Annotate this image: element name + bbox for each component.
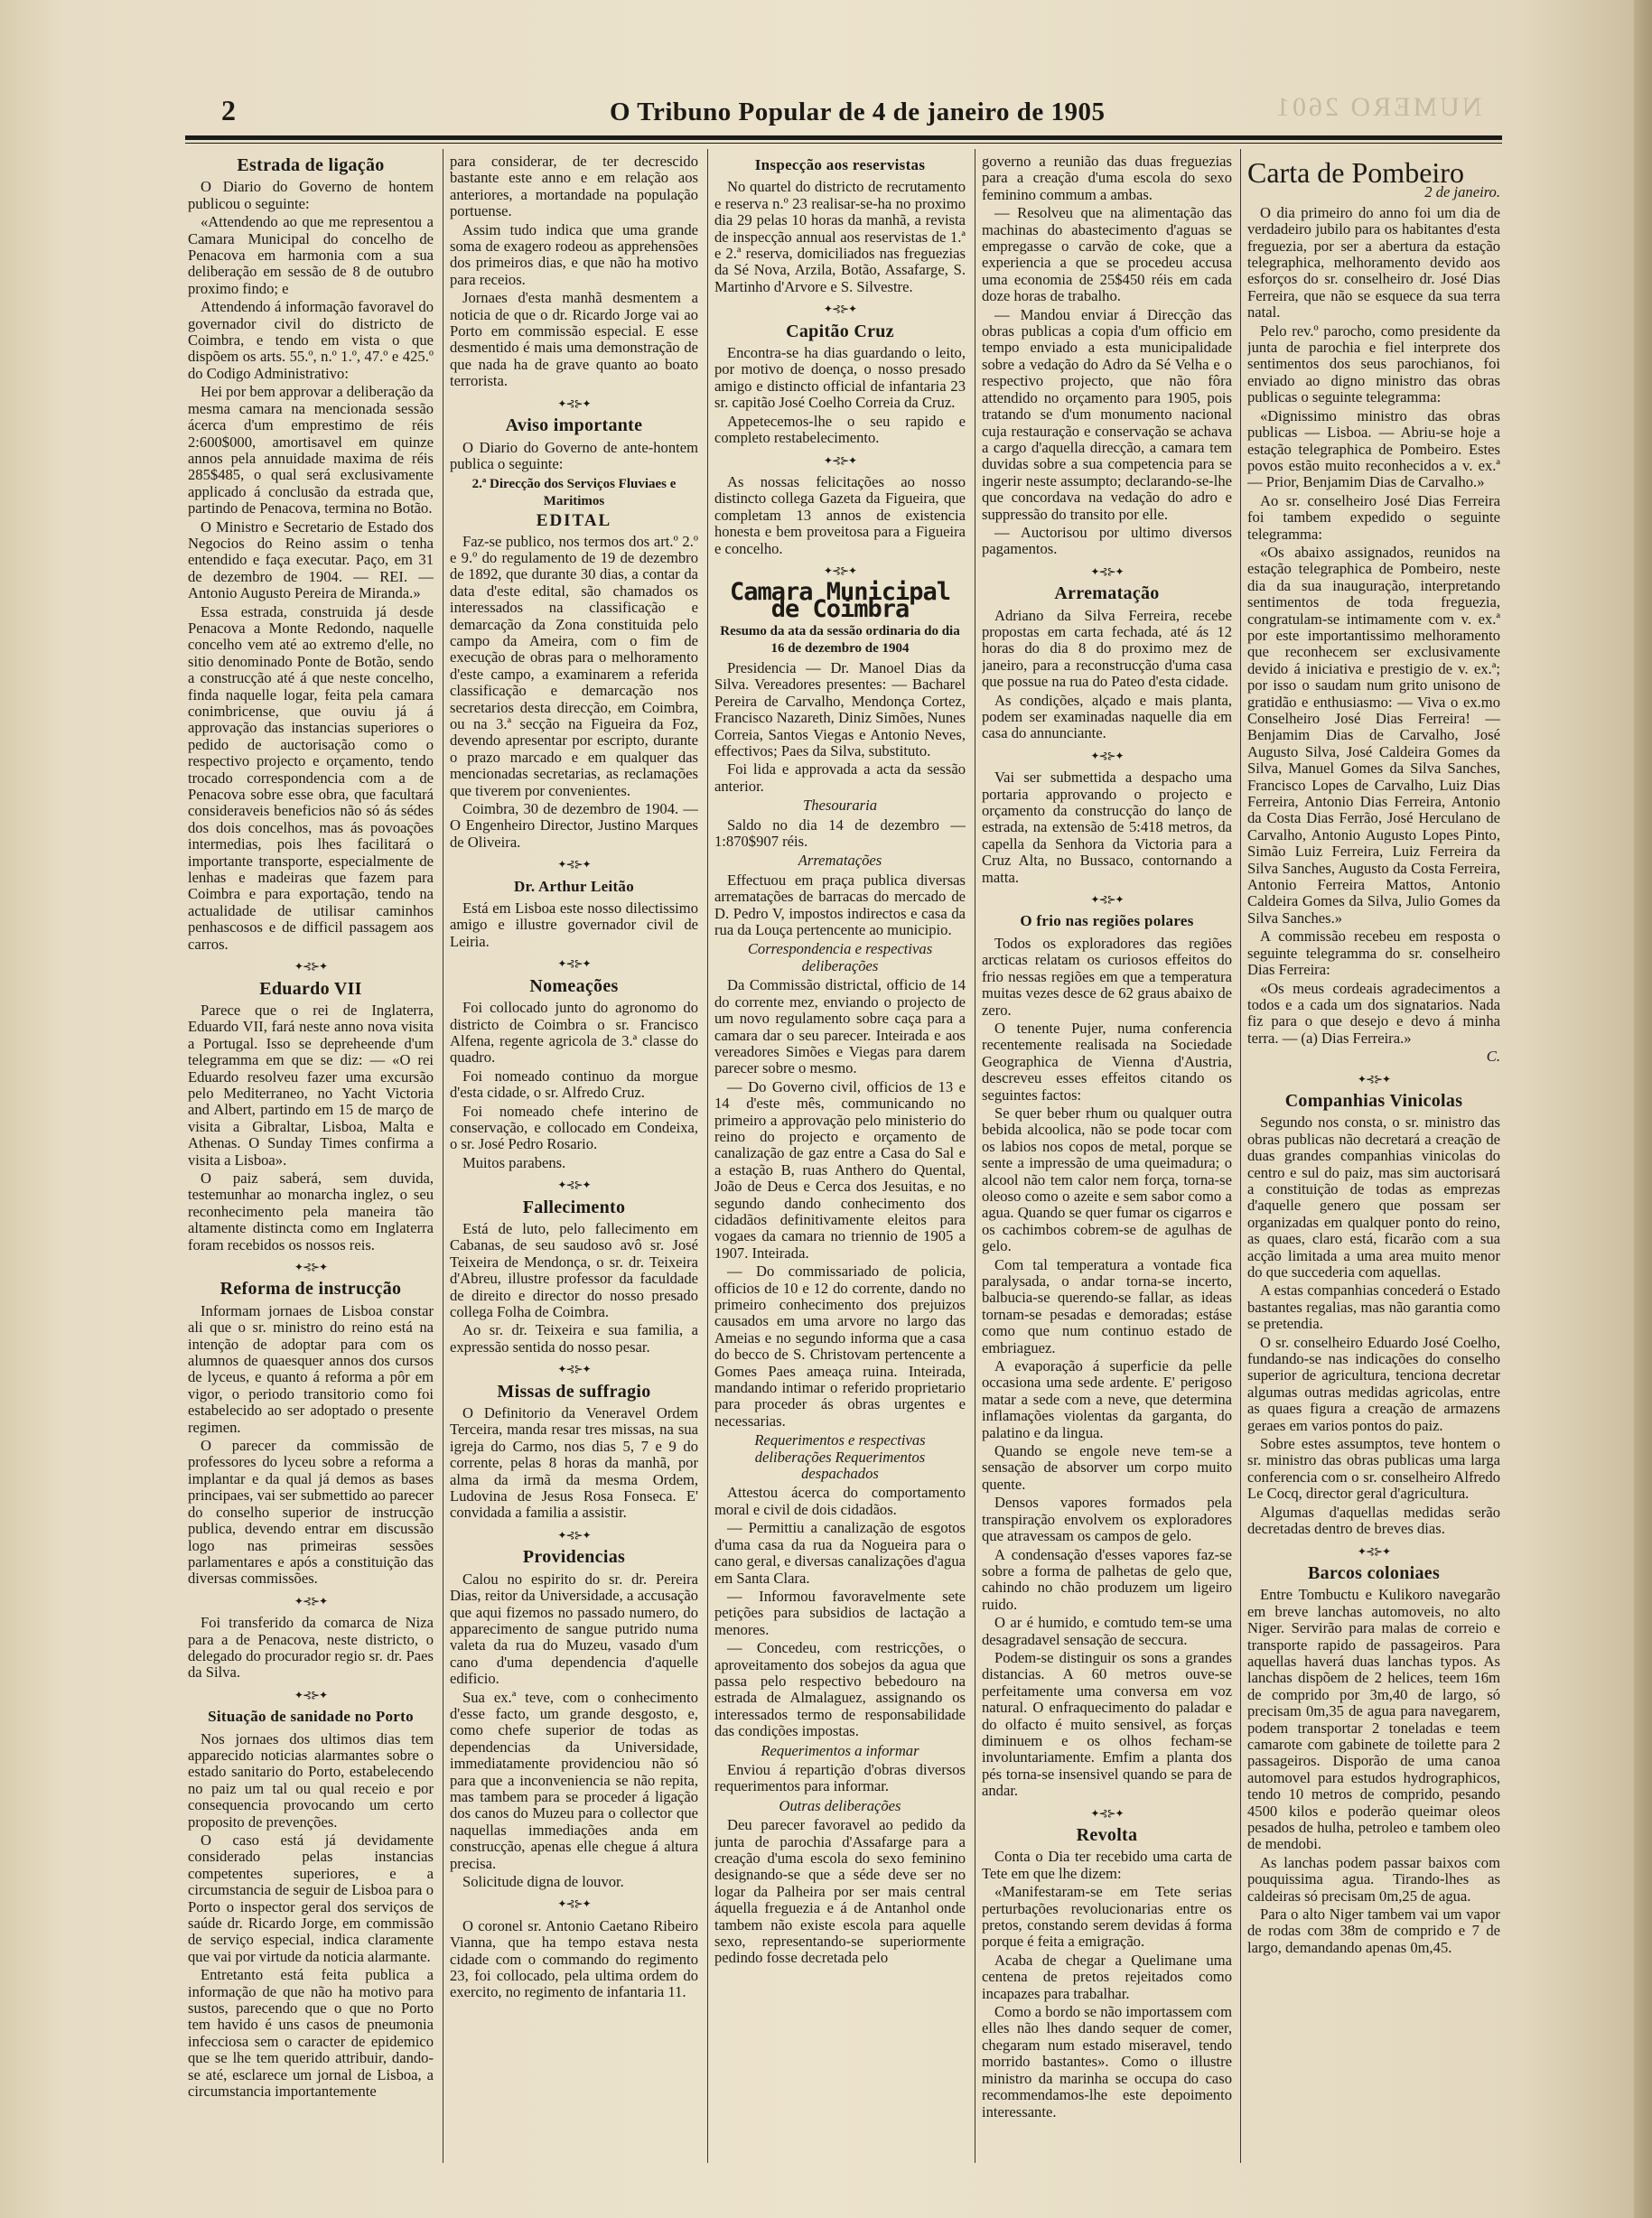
paragraph: O Diario do Governo de ante-hontem publica o seguinte: <box>450 438 698 472</box>
headline: O frio nas regiões polares <box>1020 912 1194 930</box>
paragraph: O paiz saberá, sem duvida, testemunhar ao monarcha inglez, o seu reconhecimento pela maneira tão altamente distincta como em Inglaterra foram recebidos os nossos reis. <box>188 1169 434 1253</box>
ornament-divider: ✦⊰⊱✦ <box>557 957 591 971</box>
paragraph: Acaba de chegar a Quelimane uma centena de pretos rejeitados como incapazes para trabalhar. <box>982 1951 1232 2002</box>
paragraph: — Auctorisou por ultimo diversos pagamentos. <box>982 523 1232 558</box>
headline: Barcos coloniaes <box>1307 1562 1441 1583</box>
paragraph: — Mandou enviar á Direcção das obras publicas a copia d'um officio em tempo enviado a esta municipalidade sobre a vedação do Adro da Sé Velha e o respectivo projecto, que não fôra attendido no orçamento para 1905, pois tratando se d'um monumento nacional cuja restauração e conservação se achava a cargo d'aquella direcção, a camara tem duvidas sobre a sua competencia para se ingerir neste assumpto; declarando-se-lhe que concordava na vedação do adro e suppressão do transito por elle. <box>982 305 1232 523</box>
paragraph: Podem-se distinguir os sons a grandes distancias. A 60 metros ouve-se perfeitamente uma conversa em voz natural. O enfraquecimento do paladar e do olfacto é muito sensivel, as forças diminuem e os olhos fecham-se involuntariamente. Emfim a planta dos pés torna-se insensivel quando se para de andar. <box>982 1648 1232 1800</box>
paragraph: O sr. conselheiro Eduardo José Coelho, fundando-se nas indicações do conselho superior de agricultura, tenciona decretar algumas outras medidas agricolas, entre as quaes figura a creação de armazens geraes em varios pontos do paiz. <box>1247 1333 1500 1434</box>
ornament-divider: ✦⊰⊱✦ <box>557 396 591 410</box>
paragraph: Parece que o rei de Inglaterra, Eduardo VII, fará neste anno nova visita a Portugal. Isso se depreheende d'um telegramma em que se diz: — «O rei Eduardo resolveu fazer uma excursão pelo Mediterraneo, no Yacht Victoria and Albert, partindo em 15 de março de visita a Gibraltar, Lisboa, Malta e Athenas. O Sunday Times confirma a visita a Lisboa». <box>188 1001 434 1169</box>
ornament-divider: ✦⊰⊱✦ <box>294 1688 328 1701</box>
column-1 <box>188 154 434 2218</box>
paragraph: Da Commissão districtal, officio de 14 do corrente mez, enviando o projecto de um novo regulamento sobre caça para a camara dar o seu parecer. Inteirada e aos vereadores Simões e Viegas para darem parecer sobre o mesmo. <box>714 976 966 1077</box>
paragraph: A estas companhias concederá o Estado bastantes regalias, mas não garantia como se pretendia. <box>1247 1281 1500 1333</box>
headline: Aviso importante <box>505 415 643 436</box>
paragraph: — Concedeu, com restricções, o aproveitamento dos sobejos da agua que passa pelo respectivo bebedouro na estrada de Almalaguez, assignando os interessados termo de responsabilidade das condições impostas. <box>714 1639 966 1740</box>
paragraph: Pelo rev.º parocho, como presidente da junta de parochia e fiel interprete dos sentimentos dos seus parochianos, foi enviado ao digno ministro das obras publicas o seguinte telegramma: <box>1247 322 1500 406</box>
paragraph: Foi lida e approvada a acta da sessão anterior. <box>714 760 966 795</box>
paragraph: Faz-se publico, nos termos dos art.º 2.º e 9.º do regulamento de 19 de dezembro de 1892, que durante 30 dias, a contar da data d'este edital, são chamados os interessados na classificação e demarcação da Zona constituida pelo campo da Ameira, com o fim de execução de obras para o melhoramento d'este campo, a examinarem a referida classificação e demarcação nos secretarios desta direcção, em Coimbra, ou na 3.ª secção na Figueira da Foz, devendo apresentar por escripto, durante o prazo marcado e em qualquer das mencionadas secretarias, as reclamações que tiverem por convenientes. <box>450 532 698 799</box>
column-2 <box>450 154 698 2218</box>
subheading: Arrematações <box>798 852 882 870</box>
subheading: Thesouraria <box>802 797 878 815</box>
paragraph: Coimbra, 30 de dezembro de 1904. — O Engenheiro Director, Justino Marques de Oliveira. <box>450 800 698 851</box>
headline: Providencias <box>522 1547 626 1568</box>
ornament-divider: ✦⊰⊱✦ <box>1357 1072 1391 1086</box>
paragraph: Segundo nos consta, o sr. ministro das obras publicas não decretará a creação de duas grandes companhias vinicolas do centro e sul do paiz, mas sim auctorisará a constituição de todas as emprezas d'aquelle genero que possam ser organizadas em qualquer ponto do reino, as quaes, claro está, ficarão com a sua acção limitada a uma area muito menor do que succederia com aquellas. <box>1247 1114 1500 1281</box>
header-rule-thin <box>185 143 1502 144</box>
paragraph: O Diario do Governo de hontem publicou o seguinte: <box>188 178 434 212</box>
headline: Dr. Arthur Leitão <box>513 877 635 895</box>
paragraph: «Attendendo ao que me representou a Camara Municipal do concelho de Penacova em harmonia com a sua deliberação em sessão de 8 de outubro proximo findo; e <box>188 213 434 297</box>
paragraph: — Informou favoravelmente sete petições para subsidios de lactação a menores. <box>714 1587 966 1638</box>
headline: Reforma de instrucção <box>219 1279 402 1300</box>
ornament-divider: ✦⊰⊱✦ <box>557 1179 591 1192</box>
paragraph: O ar é humido, e comtudo tem-se uma desagradavel sensação de seccura. <box>982 1614 1232 1648</box>
paragraph: — Do commissariado de policia, officios de 10 e 12 do corrente, dando no primeiro conhecimento dos prejuizos causados em uma arvore no largo das Ameias e no segundo informa que a casa do becco de S. Christovam pertencente a Gomes Paes ameaça ruina. Inteirada, mandando intimar o referido proprietario para proceder ás obras urgentes e necessarias. <box>714 1263 966 1430</box>
paragraph: Foi transferido da comarca de Niza para a de Penacova, neste districto, o delegado do procurador regio sr. dr. Paes da Silva. <box>188 1614 434 1682</box>
ornament-divider: ✦⊰⊱✦ <box>294 960 328 974</box>
paragraph: Quando se engole neve tem-se a sensação de absorver um corpo muito quente. <box>982 1442 1232 1493</box>
subheading: Requerimentos e respectivas deliberações Requerimentos despachados <box>754 1431 926 1483</box>
headline: Fallecimento <box>522 1197 626 1217</box>
headline: Inspecção aos reservistas <box>754 156 926 173</box>
headline: Eduardo VII <box>259 978 362 999</box>
paragraph: governo a reunião das duas freguezias para a creação d'uma escola do sexo feminino commum a ambas. <box>982 154 1232 203</box>
paragraph: A evaporação á superficie da pelle occasiona uma sede ardente. E' perigoso matar a sede com a neve, que determina inflamações violentas da garganta, do palatino e da lingua. <box>982 1357 1232 1441</box>
paragraph: Attendendo á informação favoravel do governador civil do districto de Coimbra, e tendo em vista o que dispõem os arts. 55.º, n.º 1.º, 47.º e 425.º do Codigo Administrativo: <box>188 298 434 382</box>
headline: Companhias Vinicolas <box>1284 1090 1463 1111</box>
headline: Capitão Cruz <box>786 321 894 341</box>
paragraph: Informam jornaes de Lisboa constar ali que o sr. ministro do reino está na intenção de adoptar para com os alumnos de quaesquer annos dos cursos de lyceus, e quanto á reforma a pôr em vigor, o periodo transitorio como foi estabelecido ao ser adoptado o presente regimen. <box>188 1301 434 1436</box>
paragraph: Conta o Dia ter recebido uma carta de Tete em que lhe dizem: <box>982 1848 1232 1882</box>
paragraph: Como a bordo se não importassem com elles não lhes dando sequer de comer, chegaram num estado miseravel, tendo morrido bastantes». Como o illustre ministro da marinha se occupa do caso recommendamos-lhe este depoimento interessante. <box>982 2003 1232 2120</box>
paragraph: Todos os exploradores das regiões arcticas relatam os curiosos effeitos do frio nessas regiões em que a temperatura muitas vezes desce de 62 graus abaixo de zero. <box>982 934 1232 1019</box>
ornament-divider: ✦⊰⊱✦ <box>823 564 857 577</box>
paragraph: Ao sr. dr. Teixeira e sua familia, a expressão sentida do nosso pesar. <box>450 1321 698 1356</box>
headline: Revolta <box>1076 1825 1138 1845</box>
subheading: Outras deliberações <box>779 1796 901 1814</box>
paragraph: O parecer da commissão de professores do lyceu sobre a reforma a implantar e da qual já demos as bases principaes, vai ser submettido ao parecer do conselho superior de instrucção publica, devendo entrar em discussão logo nas primeiras sessões parlamentares e após a constituição das diversas commissões. <box>188 1437 434 1588</box>
paragraph: — Resolveu que na alimentação das machinas do abastecimento d'aguas se empregasse o carvão de coke, que a experiencia a que se procedeu accusa uma economia de 25$450 réis em cada doze horas de trabalho. <box>982 204 1232 305</box>
headline: Camara Municipal de Coimbra <box>729 578 951 623</box>
paragraph: Adriano da Silva Ferreira, recebe propostas em carta fechada, até ás 12 horas do dia 8 do proximo mez de janeiro, para a reconstrucção d'uma casa que possue na rua do Pateo d'esta cidade. <box>982 606 1232 691</box>
subheading: Correspondencia e respectivas deliberações <box>747 940 933 974</box>
paragraph: Effectuou em praça publica diversas arrematações de barracas do mercado de D. Pedro V, impostos indirectos e casa da rua da Louça pertencente ao municipio. <box>714 871 966 939</box>
paragraph: Solicitude digna de louvor. <box>462 1873 624 1890</box>
paragraph: Está de luto, pelo fallecimento em Cabanas, de seu saudoso avô sr. José Teixeira de Mendonça, o sr. dr. Teixeira d'Abreu, illustre professor da faculdade de direito e director do nosso presado collega Folha de Coimbra. <box>450 1219 698 1320</box>
paragraph: A commissão recebeu em resposta o seguinte telegramma do sr. conselheiro Dias Ferreira: <box>1247 927 1500 979</box>
ornament-divider: ✦⊰⊱✦ <box>1357 1544 1391 1558</box>
paragraph: No quartel do districto de recrutamento e reserva n.º 23 realisar-se-ha no proximo dia 29 pelas 10 horas da manhã, a revista de inspecção annual aos reservistas de 1.ª e 2.ª reserva, domiciliados nas freguezias da Sé Nova, Arzila, Botão, Assafarge, S. Martinho d'Arvore e S. Silvestre. <box>714 178 966 295</box>
ornament-divider: ✦⊰⊱✦ <box>294 1261 328 1273</box>
paragraph: «Os meus cordeais agradecimentos a todos e a cada um dos signatarios. Nada fiz para o que desejo e devo á minha terra. — (a) Dias Ferreira.» <box>1247 979 1500 1047</box>
paragraph: — Do Governo civil, officios de 13 e 14 d'este mês, communicando no primeiro a approvação pelo ministerio do reino do projecto e orçamento de canalização de gaz entre a Casa do Sal e a estação B, ruas Anthero do Quental, João de Deus e Cerca dos Jesuitas, e no segundo dando conhecimento dos cidadãos definitivamente eleitos para vogaes da camara no triennio de 1905 a 1907. Inteirada. <box>714 1077 966 1262</box>
ornament-divider: ✦⊰⊱✦ <box>1090 749 1124 762</box>
ornament-divider: ✦⊰⊱✦ <box>557 1363 591 1376</box>
paragraph: Presidencia — Dr. Manoel Dias da Silva. Vereadores presentes: — Bacharel Pereira de Carvalho, Mendonça Cortez, Francisco Nazareth, Diniz Simões, Nunes Correia, Santos Viegas e Antonio Neves, effectivos; Paes da Silva, substituto. <box>714 658 966 760</box>
paragraph: Nos jornaes dos ultimos dias tem apparecido noticias alarmantes sobre o estado sanitario do Porto, estabelecendo no paiz um tal ou qual receio e por consequencia provocando um certo proposito de prevenções. <box>188 1729 434 1831</box>
paragraph: O dia primeiro do anno foi um dia de verdadeiro jubilo para os habitantes d'esta freguezia, por ser a abertura da estação telegraphica, melhoramento devido aos esforços do sr. conselheiro dr. José Dias Ferreira, que não se esquece da sua terra natal. <box>1247 203 1500 322</box>
paragraph: Está em Lisboa este nosso dilectissimo amigo e illustre governador civil de Leiria. <box>450 899 698 950</box>
paragraph: Entretanto está feita publica a informação de que não ha motivo para sustos, parecendo que o que no Porto tem havido é uns casos de pneumonia infecciosa sem o caracter de epidemico que se lhe tem querido attribuir, dando-se até, esclarece um jornal de Lisboa, a circumstancia importantemente <box>188 1966 434 2101</box>
bleedthrough-text: NUMERO 2601 <box>1274 92 1482 122</box>
ornament-divider: ✦⊰⊱✦ <box>1090 564 1124 578</box>
paragraph: Attestou ácerca do comportamento moral e civil de dois cidadãos. <box>714 1484 966 1518</box>
signature: C. <box>1486 1048 1500 1066</box>
paragraph: Se quer beber rhum ou qualquer outra bebida alcoolica, não se pode tocar com os labios nos copos de metal, porque se sente a impressão de uma queimadura; o alcool não tem calor nem força, torna-se oleoso como o azeite e sem sabor como a agua. Quando se quer fumar os cigarros e os cachimbos cobrem-se de agulhas de gelo. <box>982 1104 1232 1255</box>
paragraph: «Os abaixo assignados, reunidos na estação telegraphica de Pombeiro, neste dia da sua inauguração, interpretando sentimentos de toda freguezia, congratulam-se intimamente com v. ex.ª por este importantissimo melhoramento que reconhecem ser exclusivamente devido á iniciativa e prestigio de v. ex.ª; por isso o saudam num grito unisono de gratidão e enthusiasmo: — Viva o ex.mo Conselheiro José Dias Ferreira! — Benjamim Dias de Carvalho, José Augusto Silva, José Caldeira Gomes da Silva, Manuel Gomes da Silva Sanches, Francisco Lopes de Carvalho, Luiz Dias Ferreira, Antonio Dias Ferreira, Antonio da Costa Dias Ferrão, José Herculano de Carvalho, Antonio Augusto Lopes Pinto, Simão Luiz Ferreira, Luiz Ferreira da Silva Sanches, Augusto da Costa Ferreira, Antonio Ferreira Mattos, Antonio Caldeira Gomes da Silva, Julio Gomes da Silva Sanches.» <box>1247 543 1500 927</box>
paragraph: Calou no espirito do sr. dr. Pereira Dias, reitor da Universidade, a accusação que aqui fizemos no passado numero, do apparecimento de sangue putrido numa valeta da rua do Muzeu, vasado d'um cano d'uma dependencia d'aquelle edificio. <box>450 1570 698 1688</box>
paragraph: Encontra-se ha dias guardando o leito, por motivo de doença, o nosso presado amigo e distincto official de infantaria 23 sr. capitão José Coelho Correia da Cruz. <box>714 344 966 412</box>
paragraph: Entre Tombuctu e Kulikoro navegarão em breve lanchas automoveis, no alto Niger. Servirão para malas de correio e transporte rapido de passageiros. Para aquellas haverá duas lanchas typos. As lanchas dispõem de 2 helices, teem 16m de comprido por 3m,40 de largo, só precisam 0m,35 de agua para navegarem, podem transportar 2 toneladas e teem camarote com gabinete de toilette para 2 passageiros. Disporão de uma canoa automovel para estudos hydrographicos, tendo 10 metros de comprido, pesando 4500 kilos e poderão queimar oleos pesados de hulha, petroleo e tambem oleo de mendobi. <box>1247 1586 1500 1853</box>
paragraph: Vai ser submettida a despacho uma portaria approvando o projecto e orçamento da construcção do lanço de estrada, na extensão de 5:418 metros, da capella da Senhora da Victoria para a Cruz Alta, no Bussaco, contornando a matta. <box>982 769 1232 886</box>
paragraph: Foi nomeado continuo da morgue d'esta cidade, o sr. Alfredo Cruz. <box>450 1067 698 1102</box>
column-3 <box>714 154 966 2218</box>
column-4 <box>982 154 1232 2218</box>
ornament-divider: ✦⊰⊱✦ <box>1090 893 1124 907</box>
paragraph: Para o alto Niger tambem vai um vapor de rodas com 38m de comprido e 7 de largo, demandando apenas 0m,45. <box>1247 1906 1500 1956</box>
paragraph: «Dignissimo ministro das obras publicas — Lisboa. — Abriu-se hoje a estação telegraphica de Pombeiro. Estes povos estão muito reconhecidos a v. ex.ª — Prior, Benjamim Dias de Carvalho.» <box>1247 406 1500 491</box>
paragraph: O tenente Pujer, numa conferencia recentemente realisada na Sociedade Geographica de Vienna d'Austria, descreveu esses effeitos citando os seguintes factos: <box>982 1019 1232 1104</box>
column-5 <box>1247 154 1500 2218</box>
paragraph: Hei por bem approvar a deliberação da mesma camara na mencionada sessão ácerca d'um emprestimo de réis 2:600$000, amortisavel em quinze annos pela annuidade maxima de réis 285$485, o qual será exclusivamente applicado á conclusão da estrada que, partindo de Penacova, termina no Botão. <box>188 383 434 517</box>
page-number: 2 <box>221 94 236 126</box>
paragraph: Essa estrada, construida já desde Penacova a Monte Redondo, naquelle concelho vem até ao extremo d'elle, no sitio denominado Ponte de Botão, sendo a construcção até á que neste concelho, finda naquelle logar, feita pela camara conimbricense, que ouviu já á approvação das instancias superiores o pedido de auctorisação como o respectivo projecto e orçamento, tendo trocado correspondencia com a de Penacova sobre esse obra, que facultará consideraveis beneficios não só ás sédes dos dois concelhos, mas ás povoações intermedias, pois lhes facilitará o importante transporte, especialmente de lenhas e madeiras que fazem para Coimbra e para exportação, tendo na actualidade de utilisar caminhos penhascosos e de difficil passagem aos carros. <box>188 602 434 953</box>
headline: Situação de sanidade no Porto <box>208 1708 414 1726</box>
headline: Arrematação <box>1054 583 1160 604</box>
ornament-divider: ✦⊰⊱✦ <box>557 1897 591 1911</box>
paragraph: Algumas d'aquellas medidas serão decretadas dentro de breves dias. <box>1247 1503 1500 1538</box>
ornament-divider: ✦⊰⊱✦ <box>557 858 591 871</box>
ornament-divider: ✦⊰⊱✦ <box>823 303 857 316</box>
paragraph: Enviou á repartição d'obras diversos requerimentos para informar. <box>714 1760 966 1795</box>
paragraph: Sobre estes assumptos, teve hontem o sr. ministro das obras publicas uma larga conferencia com o sr. conselheiro Alfredo Le Cocq, director geral d'agricultura. <box>1247 1435 1500 1503</box>
paragraph: Appetecemos-lhe o seu rapido e completo restabelecimento. <box>714 412 966 447</box>
paragraph: A condensação d'esses vapores faz-se sobre a forma de palhetas de gelo que, cahindo no chão produzem um ligeiro ruido. <box>982 1545 1232 1613</box>
header-rule <box>185 135 1502 140</box>
paragraph: O Ministro e Secretario de Estado dos Negocios do Reino assim o tenha entendido e faça executar. Paço, em 31 de dezembro de 1904. — REI. — Antonio Augusto Pereira de Miranda.» <box>188 517 434 602</box>
ornament-divider: ✦⊰⊱✦ <box>1090 1806 1124 1820</box>
ornament-divider: ✦⊰⊱✦ <box>823 453 857 467</box>
page-header <box>185 94 1504 130</box>
paragraph: O Definitorio da Veneravel Ordem Terceira, manda resar tres missas, na sua igreja do Carmo, nos dias 5, 7 e 9 do corrente, pelas 8 horas da manhã, por alma da irmã da mesma Ordem, Ludovina de Jesus Rosa Fonseca. E' convidada a familia a assistir. <box>450 1404 698 1522</box>
subheading: 2.ª Direcção dos Serviços Fluviaes e Maritimos <box>471 477 677 508</box>
column-rule <box>707 149 708 2163</box>
paragraph: Ao sr. conselheiro José Dias Ferreira foi tambem expedido o seguinte telegramma: <box>1247 491 1500 543</box>
paragraph: Jornaes d'esta manhã desmentem a noticia de que o dr. Ricardo Jorge vai ao Porto em commissão especial. E esse desmentido é mais uma demonstração de que nada ha de grave quanto ao boato terrorista. <box>450 289 698 390</box>
headline: Missas de suffragio <box>497 1381 651 1402</box>
paragraph: O coronel sr. Antonio Caetano Ribeiro Vianna, que ha tempo estava nesta cidade com o commando do regimento 23, foi collocado, pela ultima ordem do exercito, no regimento de infantaria 11. <box>450 1916 698 2001</box>
paragraph: para considerar, de ter decrescido bastante este anno e em relação aos anteriores, a mortandade na população portuense. <box>450 154 698 220</box>
subheading: Resumo da ata da sessão ordinaria do dia 16 de dezembro de 1904 <box>720 624 960 656</box>
paragraph: As lanchas podem passar baixos com pouquissima agua. Tirando-lhes as caldeiras só precisam 0m,25 de agua. <box>1247 1853 1500 1905</box>
dateline: 2 de janeiro. <box>1424 183 1500 201</box>
paragraph: Assim tudo indica que uma grande soma de exagero rodeou as apprehensões dos primeiros dias, e que não ha motivo para receios. <box>450 220 698 288</box>
paragraph: Sua ex.ª teve, com o conhecimento d'esse facto, um grande desgosto, e, como chefe superior de todas as dependencias da Universidade, immediatamente providenciou não só para que a inconveniencia se não repita, mas tambem para se proceder á ligação dos canos do Muzeu para o collector que naquellas immediações anda em construcção, apenas elle chegue á altura precisa. <box>450 1688 698 1872</box>
paragraph: O caso está já devidamente considerado pelas instancias competentes superiores, e a circumstancia de seguir de Lisboa para o Porto o inspector geral dos serviços de saúde dr. Ricardo Jorge, em commissão de serviço especial, indica claramente que vai por virtude da noticia alarmante. <box>188 1831 434 1965</box>
paragraph: Densos vapores formados pela transpiração envolvem os exploradores que atravessam os campos de gelo. <box>982 1494 1232 1545</box>
ornament-divider: ✦⊰⊱✦ <box>557 1528 591 1542</box>
page-edge <box>1634 0 1652 2218</box>
paragraph: Saldo no dia 14 de dezembro — 1:870$907 réis. <box>714 815 966 851</box>
paragraph: As nossas felicitações ao nosso distincto collega Gazeta da Figueira, que completam 13 annos de existencia honesta e bem proveitosa para a Figueira e concelho. <box>714 472 966 557</box>
paragraph: Com tal temperatura a vontade fica paralysada, o andar torna-se incerto, balbucia-se querendo-se fallar, as ideas tornam-se pesadas e demoradas; estáse como que num continuo estado de embriaguez. <box>982 1255 1232 1356</box>
subheading: Requerimentos a informar <box>761 1741 919 1759</box>
paragraph: — Permittiu a canalização de esgotos d'uma casa da rua da Nogueira para o cano geral, e diversas canalizações d'agua em Santa Clara. <box>714 1519 966 1587</box>
subheading: EDITAL <box>536 511 612 531</box>
ornament-divider: ✦⊰⊱✦ <box>294 1594 328 1608</box>
headline: Carta de Pombeiro <box>1247 156 1464 189</box>
paragraph: Foi collocado junto do agronomo do districto de Coimbra o sr. Francisco Alfena, regente agricola de 3.ª classe do quadro. <box>450 999 698 1067</box>
paragraph: Muitos parabens. <box>462 1153 566 1171</box>
paragraph: Deu parecer favoravel ao pedido da junta de parochia d'Assafarge para a creação d'uma escola do sexo feminino designando-se que a séde deve ser no logar da Palheira por ser mais central áquella freguezia e á de Antanhol onde tambem não existe escola para aquelle sexo, representando-se superiormente pedindo fosse decretada pelo <box>714 1816 966 1967</box>
column-rule <box>1240 149 1241 2163</box>
paragraph: Foi nomeado chefe interino de conservação, e collocado em Condeixa, o sr. José Pedro Rosario. <box>450 1102 698 1153</box>
newspaper-title: O Tribuno Popular de 4 de janeiro de 1905 <box>610 98 1106 126</box>
paragraph: As condições, alçado e mais planta, podem ser examinadas naquelle dia em casa do annunciante. <box>982 691 1232 742</box>
paragraph: «Manifestaram-se em Tete serias perturbações revolucionarias entre os pretos, constando serem devidas á forma porque é feita a emigração. <box>982 1883 1232 1951</box>
headline: Nomeações <box>529 975 619 996</box>
headline: Estrada de ligação <box>237 155 385 175</box>
